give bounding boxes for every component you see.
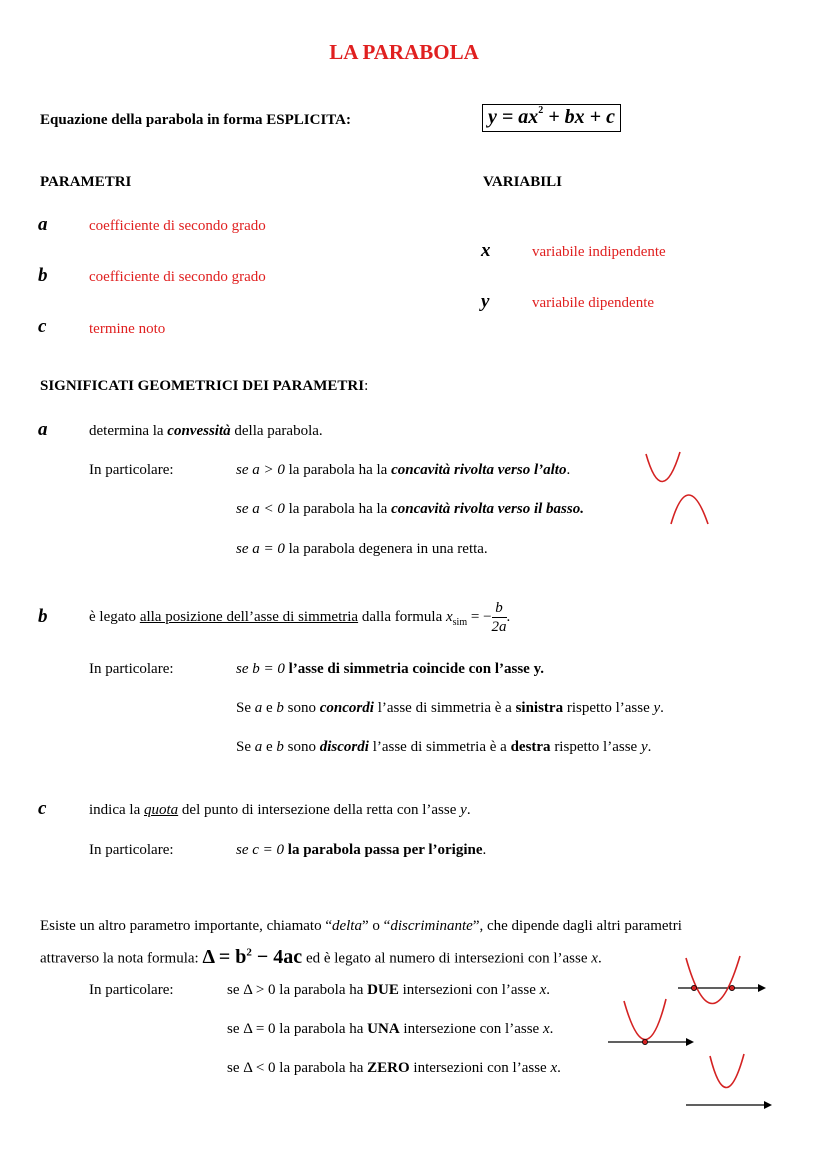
geo-b-case1 <box>236 661 544 678</box>
geo-b-case2-y: y <box>653 700 661 716</box>
param-desc-a: coefficiente di secondo grado <box>89 218 266 234</box>
delta-in-particolare: In particolare: <box>89 982 174 998</box>
eq-exponent: 2 <box>538 105 544 117</box>
delta-case3-dot: . <box>557 1060 561 1076</box>
geo-heading <box>40 378 368 395</box>
formula-x: x <box>445 609 453 625</box>
geo-b-case3 <box>236 739 651 756</box>
geo-b-case3-pre: Se <box>236 739 255 755</box>
geo-b-case3-sono: sono <box>283 739 320 755</box>
param-desc-b: coefficiente di secondo grado <box>89 269 266 285</box>
geo-a-case3-text: la parabola degenera in una retta. <box>284 541 488 557</box>
delta-line1 <box>40 918 682 935</box>
delta-case2 <box>227 1021 553 1038</box>
delta-case3 <box>227 1060 561 1077</box>
geo-c-in-particolare: In particolare: <box>89 842 174 858</box>
geo-c-intro-underlined: quota <box>143 802 179 818</box>
geo-a-case1-cond: se a > 0 <box>236 462 285 478</box>
delta-case1-cond: se Δ > 0 <box>227 982 276 998</box>
geo-b-case3-a: a <box>254 739 263 755</box>
symmetry-axis-formula <box>445 600 511 636</box>
downward-parabola-sketch <box>666 484 716 529</box>
geo-c-intro <box>89 802 471 819</box>
formula-eq: = − <box>467 609 492 625</box>
geo-b-case3-b: b <box>276 739 284 755</box>
formula-numerator: b <box>492 599 507 618</box>
delta-line1-pre: Esiste un altro parametro importante, chiamato “ <box>40 918 332 934</box>
geo-b-intro-underlined: alla posizione dell’asse di simmetria <box>139 609 359 625</box>
geo-a-case1-pre: la parabola ha la <box>284 462 392 478</box>
geo-b-case3-y: y <box>640 739 648 755</box>
geo-heading-colon: : <box>364 378 369 394</box>
geo-c-case1-bold: la parabola passa per l’origine <box>284 842 483 858</box>
geo-c-intro-dot: . <box>466 802 471 818</box>
delta-line1-mid: ” o “ <box>361 918 391 934</box>
geo-c-case1-dot: . <box>482 842 487 858</box>
geo-b-case2-em: concordi <box>319 700 374 716</box>
delta-line1-em2: discriminante <box>390 918 473 934</box>
delta-case3-bold: ZERO <box>367 1060 410 1076</box>
geo-b-case2-a: a <box>254 700 263 716</box>
geo-b-case2-post: rispetto l’asse <box>563 700 654 716</box>
geo-b-case2-pre: Se <box>236 700 255 716</box>
formula-denominator: 2a <box>491 619 507 636</box>
delta-case3-x: x <box>550 1060 558 1076</box>
geo-b-intro <box>89 596 510 638</box>
delta-case2-pre: la parabola ha <box>275 1021 368 1037</box>
delta-line1-post: ”, che dipende dagli altri parametri <box>472 918 682 934</box>
explicit-form-label: Equazione della parabola in forma ESPLICITA: <box>40 112 352 128</box>
zero-intersections-sketch <box>684 1050 784 1115</box>
geo-a-case2-pre: la parabola ha la <box>284 501 392 517</box>
delta-case2-cond: se Δ = 0 <box>227 1021 276 1037</box>
geo-a-symbol: a <box>38 419 48 440</box>
geo-c-intro-pre: indica la <box>89 802 144 818</box>
delta-case3-pre: la parabola ha <box>275 1060 368 1076</box>
delta-case1 <box>227 982 550 999</box>
geo-a-intro-em: convessità <box>167 423 231 439</box>
geo-a-intro-pre: determina la <box>89 423 168 439</box>
delta-line2-dot: . <box>597 950 602 967</box>
geo-b-case1-cond: se b = 0 <box>236 661 285 677</box>
params-heading: PARAMETRI <box>40 174 132 190</box>
geo-b-case3-bold: destra <box>510 739 551 755</box>
geo-b-case2-mid: l’asse di simmetria è a <box>373 700 516 716</box>
delta-line2-pre: attraverso la nota formula: <box>40 950 203 967</box>
delta-case1-post: intersezioni con l’asse <box>398 982 540 998</box>
param-desc-c: termine noto <box>89 321 166 337</box>
geo-b-case3-post: rispetto l’asse <box>550 739 641 755</box>
geo-a-case1 <box>236 462 570 479</box>
geo-a-case1-em: concavità rivolta verso l’alto <box>391 462 567 478</box>
delta-case1-pre: la parabola ha <box>275 982 368 998</box>
geo-b-case2-bold: sinistra <box>515 700 564 716</box>
geo-a-case2-cond: se a < 0 <box>236 501 285 517</box>
delta-formula-lhs: Δ = b <box>202 945 247 968</box>
delta-case2-bold: UNA <box>367 1021 400 1037</box>
eq-rhs: + bx + c <box>543 106 615 128</box>
geo-c-case1 <box>236 842 486 859</box>
geo-a-intro-post: della parabola. <box>230 423 323 439</box>
delta-case3-cond: se Δ < 0 <box>227 1060 276 1076</box>
geo-b-symbol: b <box>38 606 48 627</box>
geo-c-symbol: c <box>38 798 47 819</box>
var-desc-y: variabile dipendente <box>532 295 655 311</box>
formula-end: . <box>506 609 511 625</box>
geo-b-intro-pre: è legato <box>89 609 140 625</box>
geo-c-intro-post: del punto di intersezione della retta con l’asse <box>178 802 461 818</box>
geo-a-in-particolare: In particolare: <box>89 462 174 478</box>
geo-a-case2 <box>236 501 584 518</box>
geo-b-case2-b: b <box>276 700 284 716</box>
var-symbol-x: x <box>481 240 491 261</box>
geo-b-intro-post: dalla formula <box>358 609 446 625</box>
delta-case1-x: x <box>539 982 547 998</box>
geo-b-case2-e: e <box>262 700 277 716</box>
delta-case1-dot: . <box>546 982 551 998</box>
delta-formula-exp: 2 <box>246 946 252 958</box>
page-title: LA PARABOLA <box>329 40 479 64</box>
geo-c-intro-y: y <box>460 802 467 818</box>
delta-line2-post: ed è legato al numero di intersezioni con l’asse <box>302 950 592 967</box>
geo-heading-text: SIGNIFICATI GEOMETRICI DEI PARAMETRI <box>40 378 365 394</box>
geo-b-case3-mid: l’asse di simmetria è a <box>368 739 511 755</box>
geo-b-case2-sono: sono <box>283 700 320 716</box>
geo-a-case1-post: . <box>566 462 571 478</box>
geo-b-case1-bold: l’asse di simmetria coincide con l’asse y. <box>284 661 545 677</box>
geo-b-case3-e: e <box>262 739 277 755</box>
delta-case2-post: intersezione con l’asse <box>399 1021 543 1037</box>
delta-line1-em1: delta <box>331 918 362 934</box>
geo-a-case3 <box>236 541 488 558</box>
geo-b-case3-dot: . <box>647 739 652 755</box>
formula-fraction <box>492 599 507 636</box>
geo-b-case3-em: discordi <box>319 739 369 755</box>
geo-b-case2-dot: . <box>660 700 664 716</box>
eq-lhs: y = ax <box>488 106 539 128</box>
geo-a-case2-em: concavità rivolta verso il basso. <box>391 501 584 517</box>
formula-sub: sim <box>452 617 468 628</box>
delta-formula <box>202 946 302 968</box>
param-symbol-a: a <box>38 214 48 235</box>
vars-heading: VARIABILI <box>483 174 562 190</box>
var-symbol-y: y <box>481 291 490 312</box>
delta-case1-bold: DUE <box>367 982 399 998</box>
delta-case3-post: intersezioni con l’asse <box>409 1060 551 1076</box>
geo-c-case1-cond: se c = 0 <box>236 842 285 858</box>
delta-line2-x: x <box>591 950 598 967</box>
explicit-equation <box>482 104 621 132</box>
param-symbol-b: b <box>38 265 48 286</box>
geo-a-intro <box>89 423 323 440</box>
delta-formula-rhs: − 4ac <box>251 945 303 968</box>
delta-line2 <box>40 939 602 968</box>
geo-b-in-particolare: In particolare: <box>89 661 174 677</box>
param-symbol-c: c <box>38 316 47 337</box>
var-desc-x: variabile indipendente <box>532 244 666 260</box>
delta-case2-dot: . <box>549 1021 554 1037</box>
geo-a-case3-cond: se a = 0 <box>236 541 285 557</box>
geo-b-case2 <box>236 700 664 717</box>
delta-case2-x: x <box>542 1021 550 1037</box>
one-intersection-sketch <box>604 995 704 1055</box>
